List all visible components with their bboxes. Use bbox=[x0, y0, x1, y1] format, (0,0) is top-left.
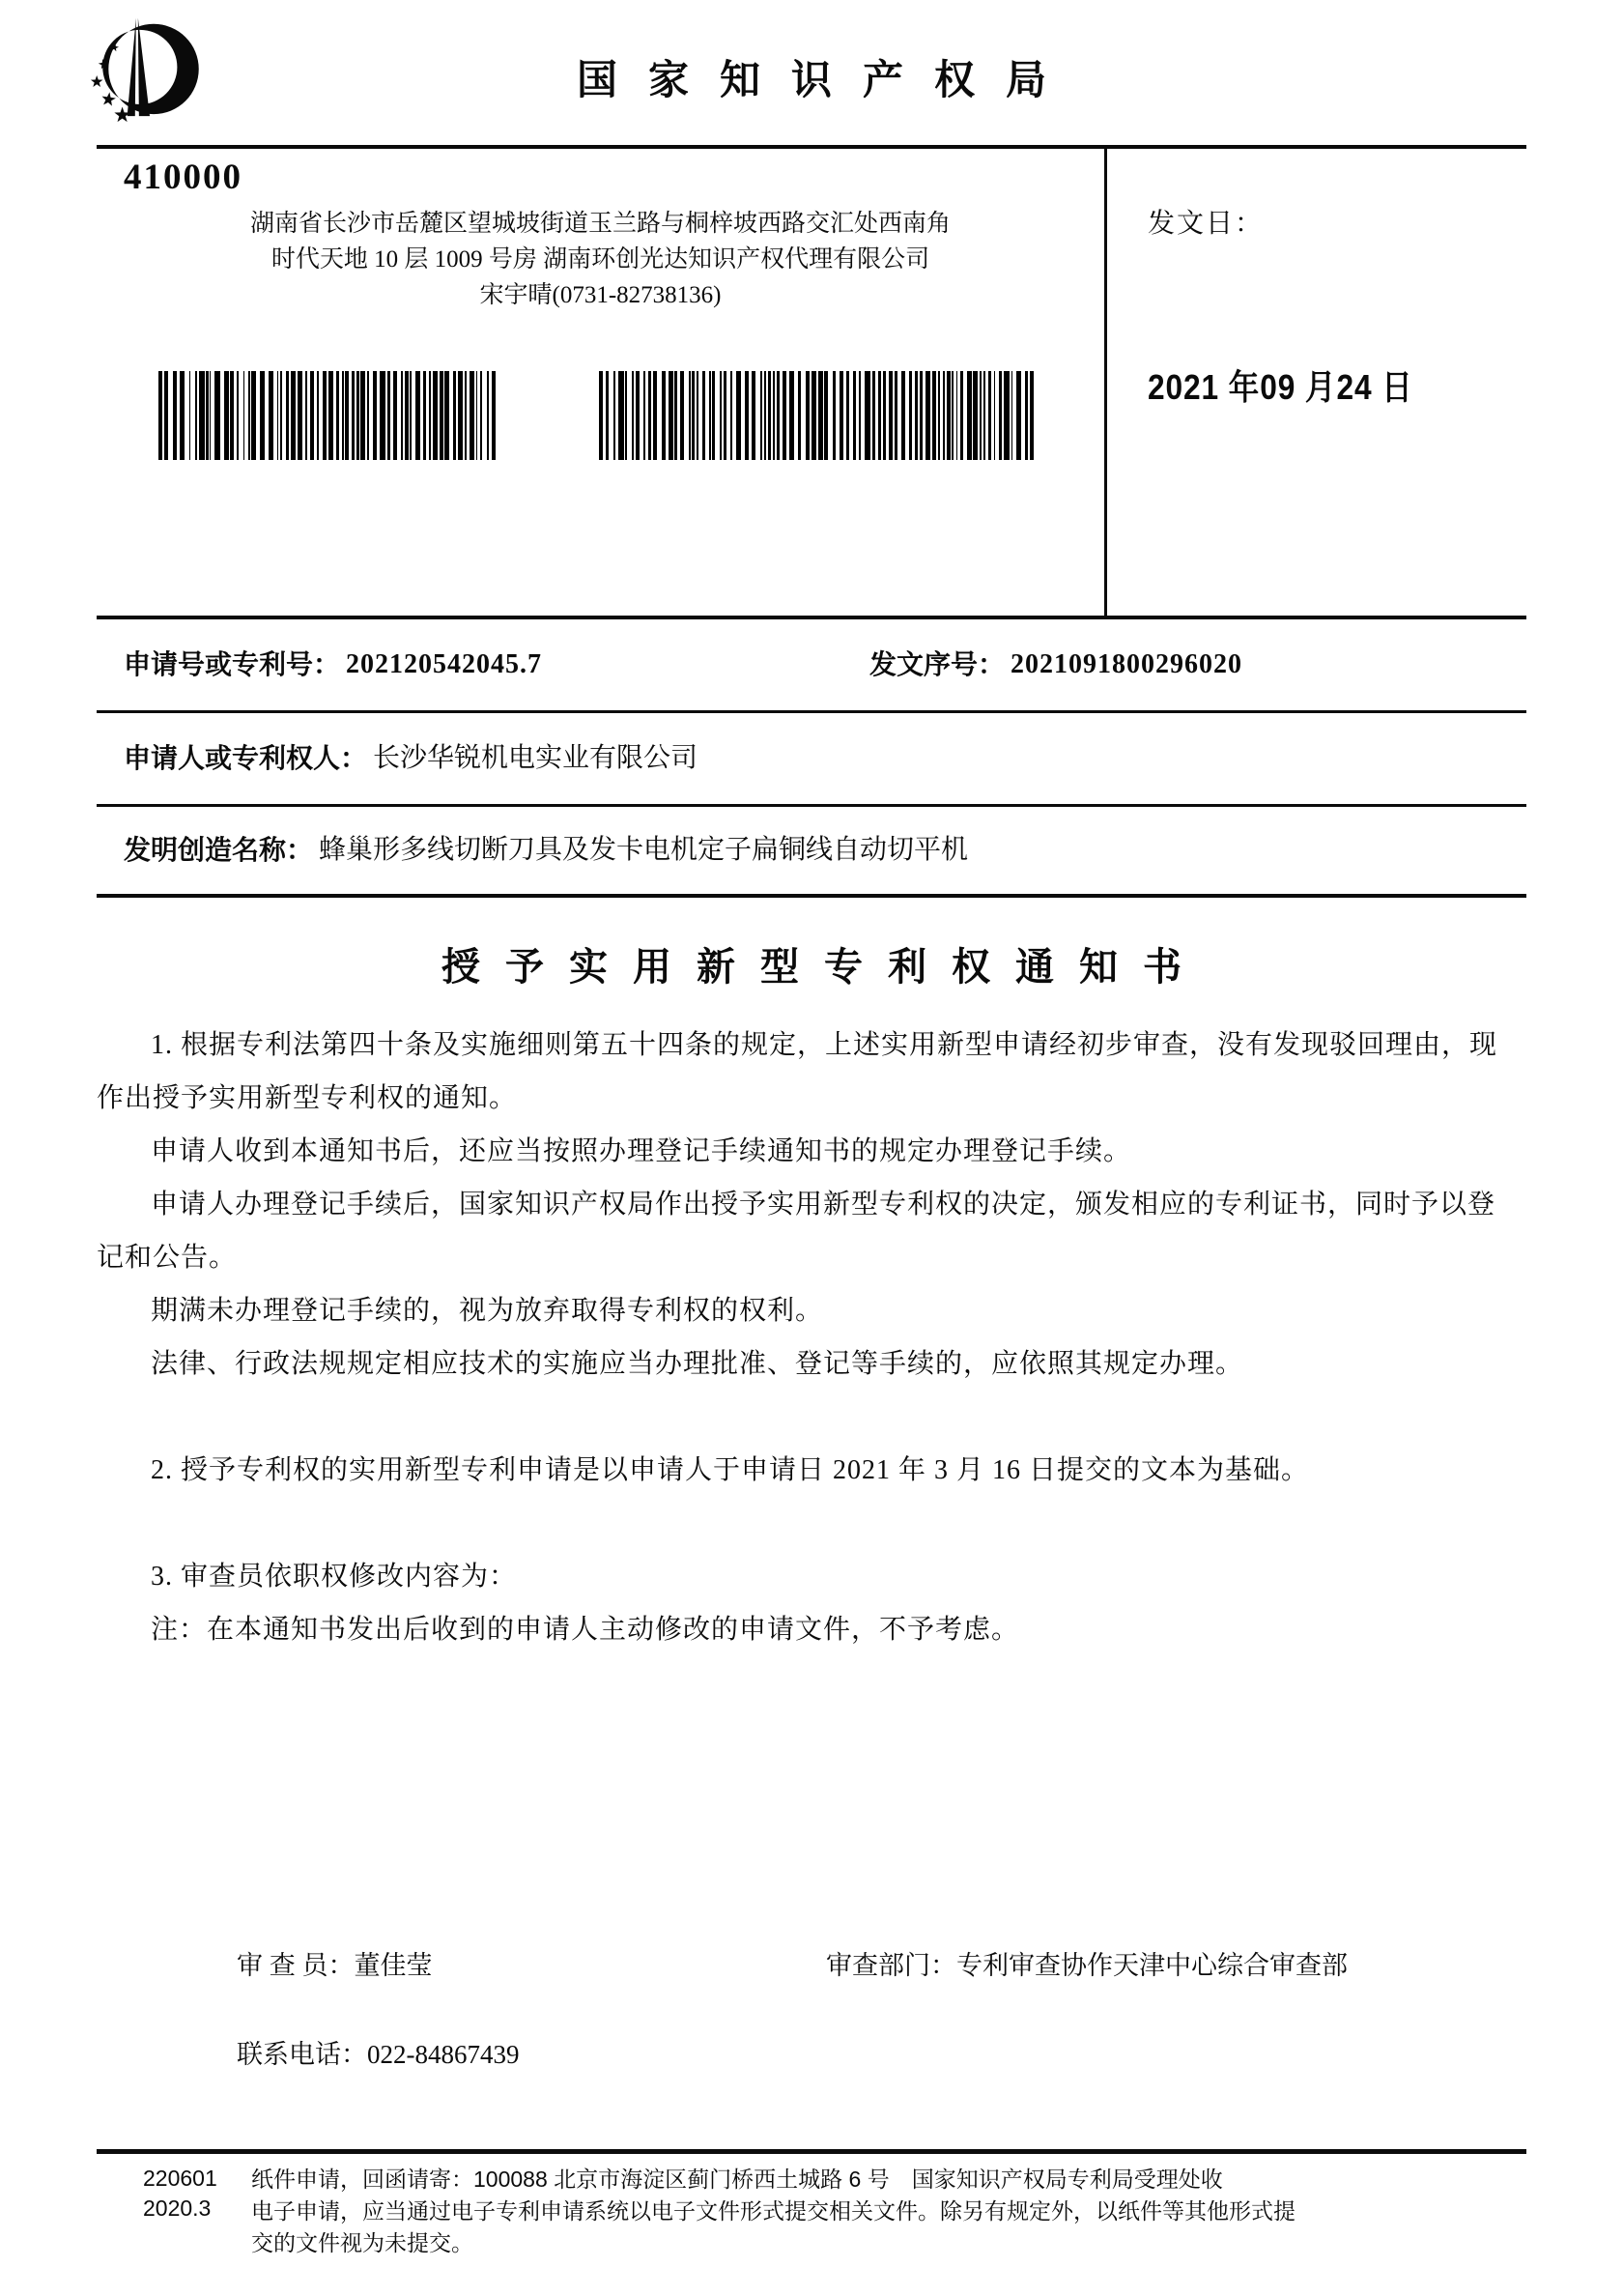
examiner-group bbox=[237, 1946, 826, 1985]
notice-paragraph: 1. 根据专利法第四十条及实施细则第五十四条的规定，上述实用新型申请经初步审查，没有发现驳回理由，现作出授予实用新型专利权的通知。 bbox=[97, 1030, 1498, 1113]
notice-paragraph: 注：在本通知书发出后收到的申请人主动修改的申请文件，不予考虑。 bbox=[151, 1615, 1020, 1645]
document-header bbox=[97, 0, 1526, 149]
document-footer bbox=[97, 2149, 1526, 2259]
applicant-row bbox=[97, 713, 1526, 807]
address-line-1: 湖南省长沙市岳麓区望城坡街道玉兰路与桐梓坡西路交汇处西南角 bbox=[249, 211, 951, 237]
serial-number-value: 2021091800296020 bbox=[1011, 649, 1243, 679]
phone-label: 联系电话： bbox=[237, 2040, 367, 2069]
department-group bbox=[826, 1946, 1348, 1985]
notice-paragraph: 3. 审查员依职权修改内容为： bbox=[151, 1562, 518, 1592]
barcode-left bbox=[158, 371, 502, 460]
application-number-value: 202120542045.7 bbox=[346, 649, 543, 679]
department-label: 审查部门： bbox=[826, 1951, 956, 1980]
phone-row bbox=[237, 2035, 1526, 2074]
address-line-3: 宋宇晴(0731-82738136) bbox=[479, 282, 722, 308]
applicant-label: 申请人或专利权人： bbox=[124, 743, 368, 773]
info-section bbox=[97, 149, 1526, 619]
notice-body bbox=[97, 1019, 1517, 1656]
postcode: 410000 bbox=[124, 158, 242, 197]
serial-number-group bbox=[869, 645, 1242, 685]
form-code-block bbox=[97, 2164, 251, 2259]
application-number-row bbox=[97, 619, 1526, 713]
signoff-block bbox=[97, 1946, 1526, 2074]
footer-note-line: 纸件申请，回函请寄：100088 北京市海淀区蓟门桥西土城路 6 号 国家知识产权局专利局受理处收 bbox=[251, 2167, 1223, 2192]
barcode-row bbox=[97, 371, 1104, 460]
invention-title-label: 发明创造名称： bbox=[124, 835, 314, 865]
notice-paragraph: 法律、行政法规规定相应技术的实施应当办理批准、登记等手续的，应依照其规定办理。 bbox=[151, 1349, 1244, 1379]
applicant-value: 长沙华锐机电实业有限公司 bbox=[373, 743, 698, 773]
notice-title: 授予实用新型专利权通知书 bbox=[441, 946, 1207, 989]
application-number-group bbox=[124, 645, 869, 685]
invention-title-value: 蜂巢形多线切断刀具及发卡电机定子扁铜线自动切平机 bbox=[319, 835, 969, 865]
serial-number-label: 发文序号： bbox=[869, 649, 1006, 679]
recipient-block bbox=[97, 149, 1104, 616]
address-line-2: 时代天地 10 层 1009 号房 湖南环创光达知识产权代理有限公司 bbox=[270, 246, 930, 273]
recipient-address bbox=[97, 206, 1104, 313]
notice-paragraph: 申请人收到本通知书后，还应当按照办理登记手续通知书的规定办理登记手续。 bbox=[151, 1136, 1132, 1166]
barcode-right bbox=[599, 371, 1036, 460]
form-code: 220601 bbox=[143, 2166, 217, 2191]
form-version: 2020.3 bbox=[143, 2196, 212, 2221]
department-name: 专利审查协作天津中心综合审查部 bbox=[956, 1951, 1348, 1980]
dispatch-date-label: 发文日： bbox=[1148, 209, 1265, 239]
examiner-name: 董佳莹 bbox=[354, 1951, 433, 1980]
dispatch-panel bbox=[1104, 149, 1526, 616]
invention-title-row bbox=[97, 807, 1526, 898]
dispatch-date-value: 2021 年09 月24 日 bbox=[1148, 367, 1413, 407]
application-number-label: 申请号或专利号： bbox=[124, 649, 341, 679]
examiner-label: 审 查 员： bbox=[237, 1951, 355, 1980]
agency-title: 国家知识产权局 bbox=[576, 57, 1077, 102]
phone-number: 022-84867439 bbox=[367, 2040, 520, 2069]
cnipa-logo-icon bbox=[85, 15, 213, 129]
notice-paragraph: 申请人办理登记手续后，国家知识产权局作出授予实用新型专利权的决定，颁发相应的专利证书，同时予以登记和公告。 bbox=[97, 1190, 1496, 1273]
examiner-row bbox=[97, 1946, 1526, 1985]
notice-paragraph: 期满未办理登记手续的，视为放弃取得专利权的权利。 bbox=[151, 1296, 824, 1326]
footer-notes bbox=[251, 2164, 1314, 2259]
footer-note-line: 电子申请，应当通过电子专利申请系统以电子文件形式提交相关文件。除另有规定外，以纸件等其他形式提交的文件视为未提交。 bbox=[251, 2198, 1296, 2255]
notice-paragraph: 2. 授予专利权的实用新型专利申请是以申请人于申请日 2021 年 3 月 16 日提交的文本为基础。 bbox=[151, 1455, 1310, 1485]
